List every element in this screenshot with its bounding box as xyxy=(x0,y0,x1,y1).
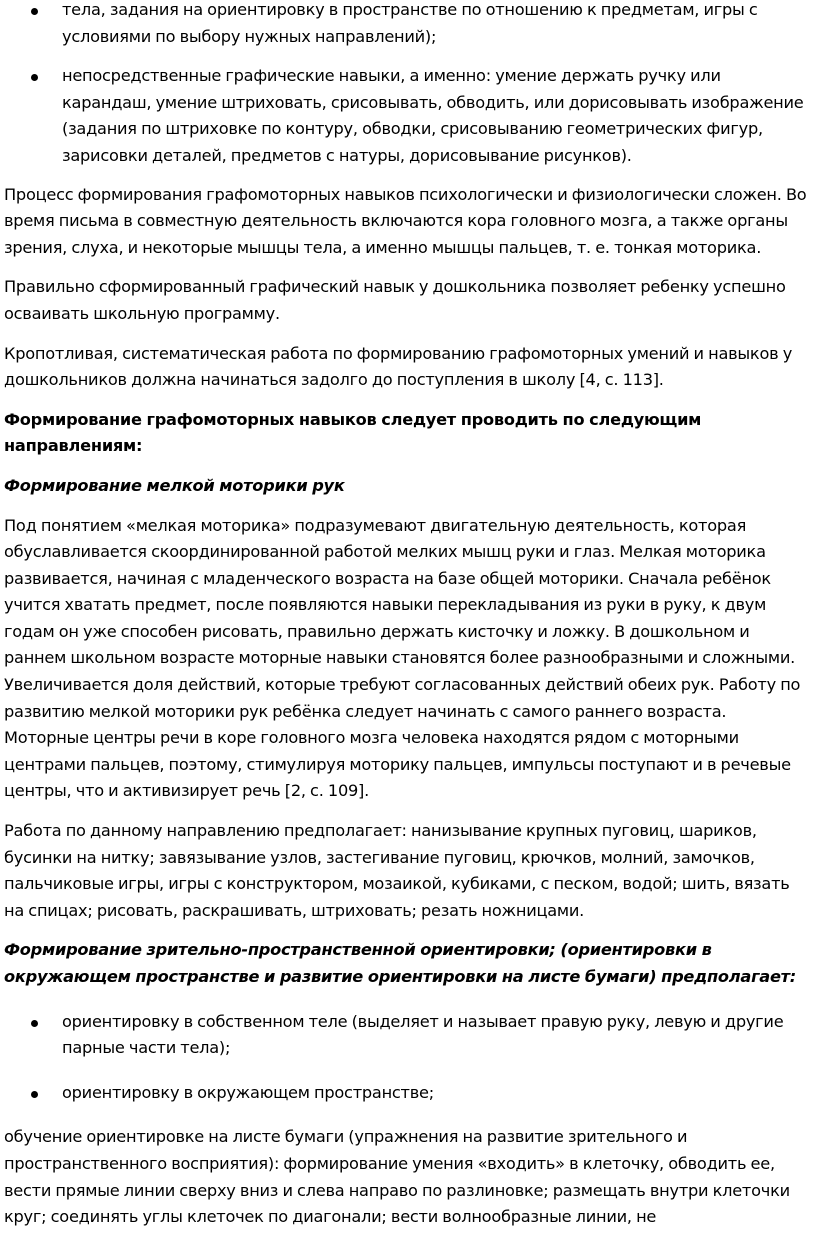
paragraph: Правильно сформированный графический навык у дошкольника позволяет ребенку успешно осваивать школьную программу. xyxy=(4,277,786,323)
list-item xyxy=(4,1080,812,1107)
bullet-icon xyxy=(31,74,38,81)
list-item-text: непосредственные графические навыки, а именно: умение держать ручку или карандаш, умение штриховать, срисовывать, обводить, или дорисовывать изображение (задания по штриховке по контуру, обводки, срисовыванию геометрических фигур, зарисовки деталей, предметов с натуры, дорисовывание рисунков). xyxy=(62,66,804,165)
list-item xyxy=(4,1009,812,1062)
list-item xyxy=(4,63,812,169)
bullet-list-top xyxy=(4,0,812,170)
bullet-icon xyxy=(31,1091,38,1098)
paragraph: обучение ориентировке на листе бумаги (упражнения на развитие зрительного и пространственного восприятия): формирование умения «входить» в клеточку, обводить ее, вести прямые линии сверху вниз и слева направо по разлиновке; размещать внутри клеточки круг; соединять углы клеточек по диагонали; вести волнообразные линии, не xyxy=(4,1127,790,1227)
bullet-icon xyxy=(31,1020,38,1027)
subsection-heading: Формирование зрительно-пространственной ориентировки; (ориентировки в окружающем пространстве и развитие ориентировки на листе бумаги) предполагает: xyxy=(4,940,797,986)
paragraph: Работа по данному направлению предполагает: нанизывание крупных пуговиц, шариков, бусинки на нитку; завязывание узлов, застегивание пуговиц, крючков, молний, замочков, пальчиковые игры, игры с конструктором, мозаикой, кубиками, с песком, водой; шить, вязать на спицах; рисовать, раскрашивать, штриховать; резать ножницами. xyxy=(4,821,790,920)
paragraph: Кропотливая, систематическая работа по формированию графомоторных умений и навыков у дошкольников должна начинаться задолго до поступления в школу [4, с. 113]. xyxy=(4,343,793,390)
paragraph: Под понятием «мелкая моторика» подразумевают двигательную деятельность, которая обуславливается скоординированной работой мелких мышц руки и глаз. Мелкая моторика развивается, начиная с младенческого возраста на базе общей моторики. Сначала ребёнок учится хватать предмет, после появляются навыки перекладывания из руки в руку, к двум годам он уже способен рисовать, правильно держать кисточку и ложку. В дошкольном и раннем школьном возрасте моторные навыки становятся более разнообразными и сложными. Увеличивается доля действий, которые требуют согласованных действий обеих рук. Работу по развитию мелкой моторики рук ребёнка следует начинать с самого раннего возраста. Моторные центры речи в коре головного мозга человека находятся рядом с моторными центрами пальцев, поэтому, стимулируя моторику пальцев, импульсы поступают и в речевые центры, что и активизирует речь [2, с. 109]. xyxy=(4,515,801,801)
list-item xyxy=(4,0,812,50)
bullet-list-bottom xyxy=(4,1009,812,1107)
paragraph: Процесс формирования графомоторных навыков психологически и физиологически сложен. Во время письма в совместную деятельность включаются кора головного мозга, а также органы зрения, слуха, и некоторые мышцы тела, а именно мышцы пальцев, т. е. тонкая моторика. xyxy=(4,184,807,257)
subsection-heading: Формирование мелкой моторики рук xyxy=(4,475,345,495)
bullet-icon xyxy=(31,8,38,15)
list-item-text: ориентировку в окружающем пространстве; xyxy=(62,1082,434,1102)
list-item-text: тела, задания на ориентировку в пространстве по отношению к предметам, игры с условиями по выбору нужных направлений); xyxy=(62,0,758,46)
section-heading: Формирование графомоторных навыков следует проводить по следующим направлениям: xyxy=(4,409,702,456)
document-page xyxy=(4,0,812,1244)
list-item-text: ориентировку в собственном теле (выделяет и называет правую руку, левую и другие парные части тела); xyxy=(62,1011,784,1058)
